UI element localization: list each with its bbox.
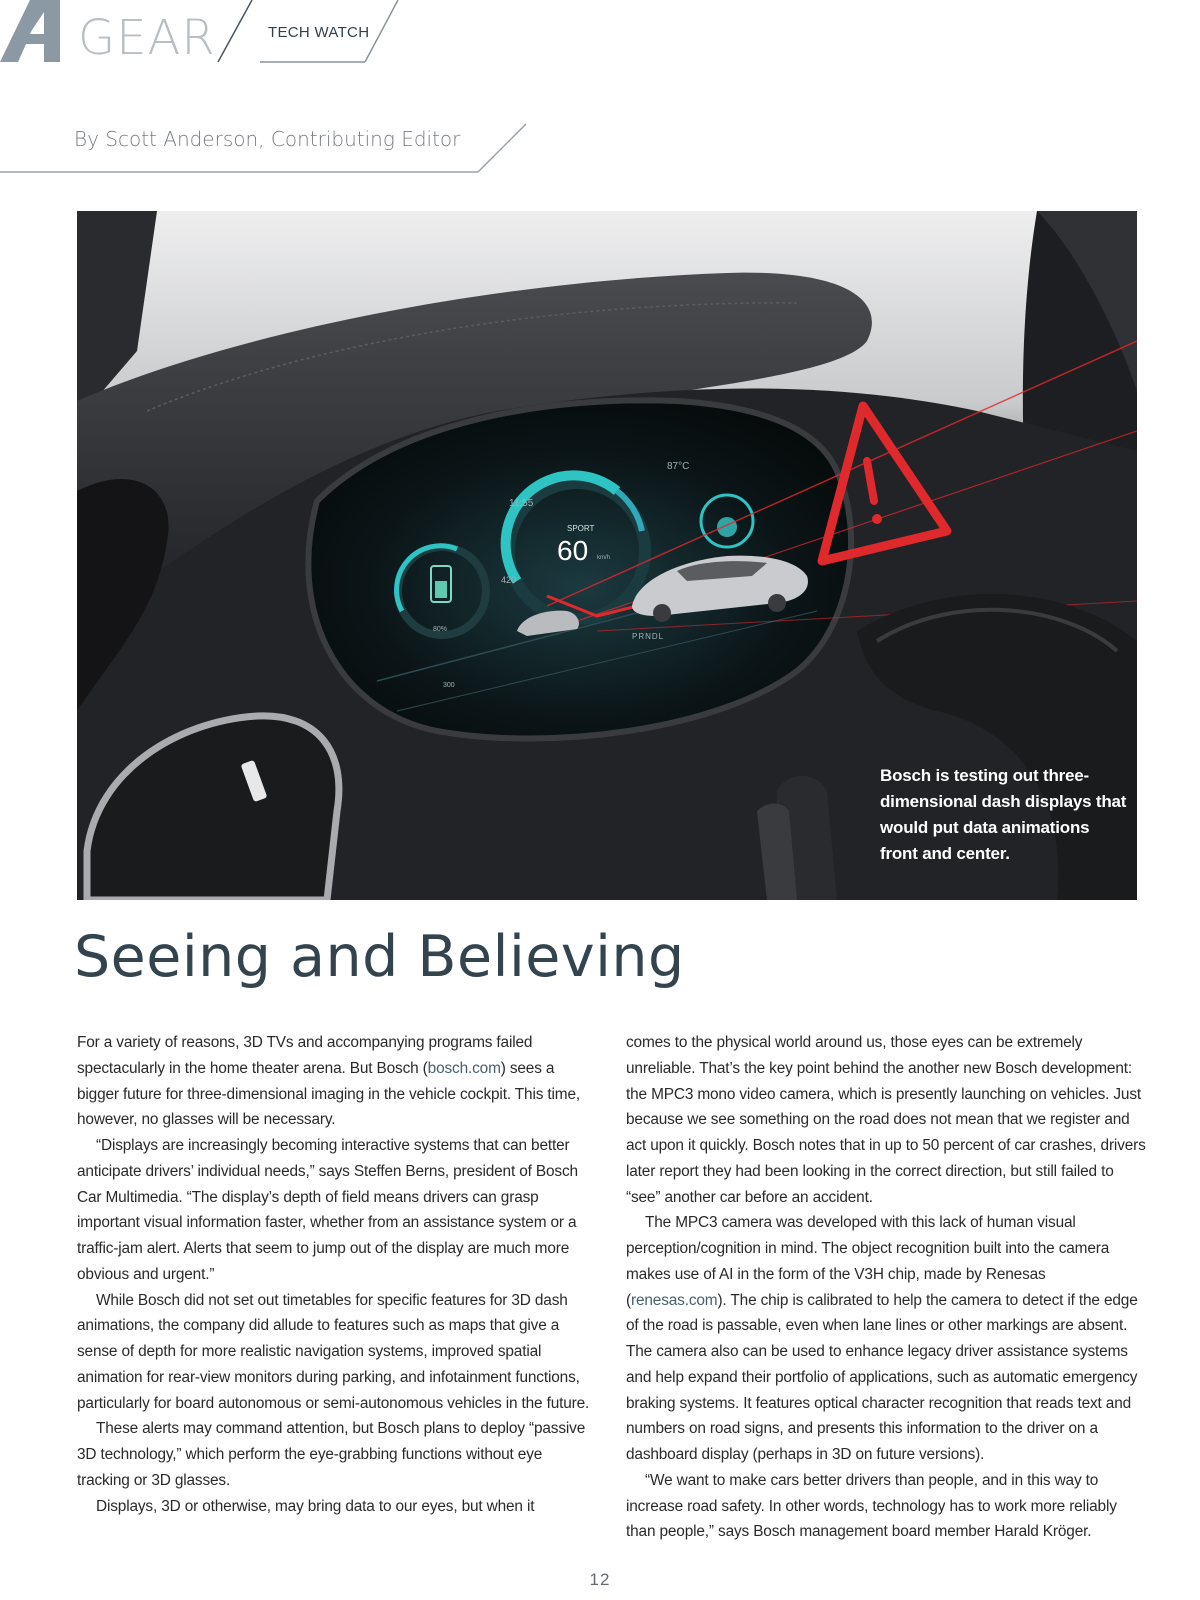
hero-image bbox=[77, 211, 1137, 900]
paragraph: While Bosch did not set out timetables for specific features for 3D dash animations, the company did allude to features such as maps that give a sense of depth for more realistic navigation systems, improved spatial animation for rear-view monitors during parking, and infotainment functions, particularly for board autonomous or semi-autonomous vehicles in the future. bbox=[77, 1291, 590, 1412]
bosch-link[interactable]: bosch.com bbox=[427, 1059, 501, 1077]
dash-battery: 80% bbox=[433, 626, 448, 633]
page-number: 12 bbox=[589, 1570, 611, 1589]
dash-speed: 60 bbox=[557, 535, 589, 566]
paragraph: These alerts may command attention, but Bosch plans to deploy “passive 3D technology,” which perform the eye-grabbing functions without eye tracking or 3D glasses. bbox=[77, 1420, 586, 1489]
paragraph: comes to the physical world around us, those eyes can be extremely unreliable. That’s the key point behind the another new Bosch development: the MPC3 mono video camera, which is presently launching on vehicles. Just because we see something on the road does not mean that we register and act upon it quickly. Bosch notes that in up to 50 percent of car crashes, drivers later report they had been looking in the correct direction, but still failed to “see” another car before an accident. bbox=[626, 1034, 1146, 1206]
dash-gear: PRNDL bbox=[632, 632, 665, 641]
article-title: Seeing and Believing bbox=[74, 924, 685, 990]
photo-caption: Bosch is testing out three-dimensional dash displays that would put data animations front and center. bbox=[880, 766, 1127, 863]
byline: By Scott Anderson, Contributing Editor bbox=[74, 127, 461, 151]
paragraph: Displays, 3D or otherwise, may bring data to our eyes, but when it bbox=[96, 1497, 535, 1515]
dash-mode: SPORT bbox=[567, 524, 595, 533]
dash-unit: km/h bbox=[597, 555, 611, 561]
article-column-right bbox=[626, 1030, 1146, 1545]
subsection-name: TECH WATCH bbox=[268, 24, 370, 41]
paragraph: The MPC3 camera was developed with this lack of human visual perception/cognition in mind. The object recognition built into the camera makes use of AI in the form of the V3H chip, made by Renesas (renesas.com). The chip is calibrated to help the camera to detect if the edge of the road is passable, even when lane lines or other markings are absent. The camera also can be used to enhance legacy driver assistance systems and help expand their portfolio of applications, such as automatic emergency braking systems. It features optical character recognition that reads text and numbers on road signs, and presents this information to the driver on a dashboard display (perhaps in 3D on future versions). bbox=[626, 1214, 1138, 1463]
dash-odometer: 300 bbox=[443, 682, 455, 689]
dash-time: 11:55 bbox=[509, 498, 534, 509]
dash-temp: 87°C bbox=[667, 461, 690, 472]
section-name: GEAR bbox=[78, 10, 216, 66]
dash-range: 420 bbox=[501, 575, 517, 585]
paragraph: “Displays are increasingly becoming interactive systems that can better anticipate drivers’ individual needs,” says Steffen Berns, president of Bosch Car Multimedia. “The display’s depth of field means drivers can grasp important visual information faster, whether from an assistance system or a traffic-jam alert. Alerts that seem to jump out of the display are much more obvious and urgent.” bbox=[77, 1137, 578, 1283]
paragraph: For a variety of reasons, 3D TVs and accompanying programs failed spectacularly in the home theater arena. But Bosch (bosch.com) sees a bigger future for three-dimensional imaging in the vehicle cockpit. This time, however, no glasses will be necessary. bbox=[77, 1034, 580, 1129]
article-column-left bbox=[77, 1030, 597, 1519]
renesas-link[interactable]: renesas.com bbox=[630, 1291, 718, 1309]
paragraph: “We want to make cars better drivers than people, and in this way to increase road safety. In other words, technology has to work more reliably than people,” says Bosch management board member Harald Kröger. bbox=[626, 1471, 1117, 1541]
